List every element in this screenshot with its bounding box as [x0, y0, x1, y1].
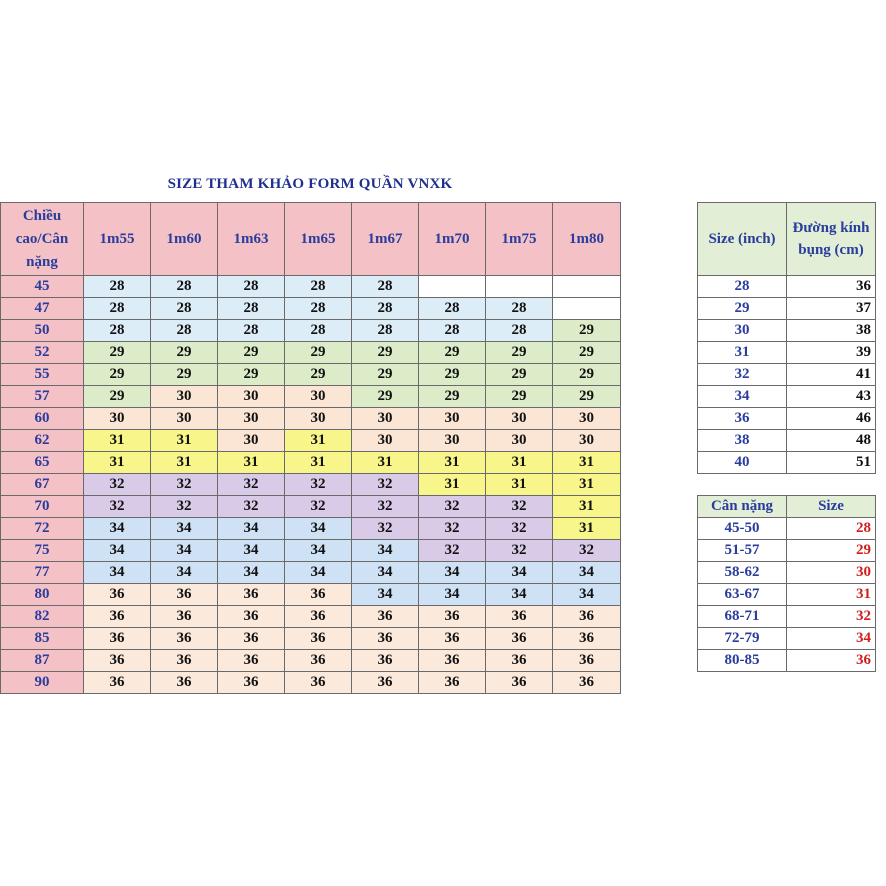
size-cell: 32: [151, 474, 218, 496]
size-cell: 36: [151, 606, 218, 628]
weight-range-cell: 51-57: [698, 540, 787, 562]
weight-range-cell: 63-67: [698, 584, 787, 606]
table-row: [698, 628, 876, 650]
height-header-1m80: 1m80: [553, 203, 621, 276]
size-inch-cell: 30: [698, 320, 787, 342]
size-cell: 31: [553, 496, 621, 518]
size-cell: 28: [84, 298, 151, 320]
weight-label: 80: [1, 584, 84, 606]
size-cell: 28: [486, 298, 553, 320]
table-row: [1, 430, 621, 452]
size-cell: 29: [84, 342, 151, 364]
size-cell: 30: [285, 408, 352, 430]
size-cell: 28: [419, 298, 486, 320]
size-cell: 29: [553, 364, 621, 386]
table-row: [698, 518, 876, 540]
size-cell: 36: [486, 672, 553, 694]
size-cell: 32: [419, 518, 486, 540]
size-cell: 36: [151, 628, 218, 650]
table-row: [698, 276, 876, 298]
weight-range-cell: 68-71: [698, 606, 787, 628]
size-cell: 36: [352, 606, 419, 628]
size-chart-table: [0, 202, 621, 694]
size-cell: 32: [486, 496, 553, 518]
size-cell: 28: [151, 320, 218, 342]
waist-cm-cell: 36: [787, 276, 876, 298]
size-cell: 29: [486, 342, 553, 364]
size-inch-cell: 29: [698, 298, 787, 320]
table-row: [698, 606, 876, 628]
size-cell: 34: [553, 562, 621, 584]
size-cell: 29: [218, 364, 285, 386]
waist-cm-cell: 51: [787, 452, 876, 474]
size-cell: 36: [84, 672, 151, 694]
size-cell: 36: [218, 584, 285, 606]
size-cell: 28: [352, 320, 419, 342]
waist-cm-cell: 41: [787, 364, 876, 386]
size-cell: 31: [285, 452, 352, 474]
size-cell: 36: [553, 672, 621, 694]
size-cell: 32: [419, 496, 486, 518]
height-header-1m70: 1m70: [419, 203, 486, 276]
weight-range-cell: 45-50: [698, 518, 787, 540]
size-cell: 31: [419, 452, 486, 474]
table-row: [698, 430, 876, 452]
size-inch-cell: 34: [698, 386, 787, 408]
size-cell: 28: [218, 298, 285, 320]
size-cell: 36: [352, 628, 419, 650]
size-cell: 29: [352, 364, 419, 386]
size-cell: [553, 276, 621, 298]
weight-label: 60: [1, 408, 84, 430]
size-cell: 30: [151, 386, 218, 408]
size-cell: 36: [553, 628, 621, 650]
size-cell: 29: [553, 386, 621, 408]
size-cell: 31: [553, 518, 621, 540]
size-cell: 29: [486, 364, 553, 386]
size-cell: 36: [218, 606, 285, 628]
size-cell: 30: [218, 430, 285, 452]
size-cell: 30: [419, 408, 486, 430]
size-cell: 34: [218, 518, 285, 540]
table-row: [698, 320, 876, 342]
table-row: [1, 496, 621, 518]
size-cell: 32: [84, 474, 151, 496]
table-row: [698, 386, 876, 408]
table-row: [1, 320, 621, 342]
size-cell: 29: [419, 364, 486, 386]
size-cell: 36: [84, 606, 151, 628]
weight-label: 90: [1, 672, 84, 694]
size-cell: 32: [285, 474, 352, 496]
waist-size-table: [697, 202, 876, 474]
size-cell: 36: [352, 672, 419, 694]
size-cell: 34: [352, 540, 419, 562]
size-cell: 31: [787, 584, 876, 606]
size-inch-cell: 28: [698, 276, 787, 298]
size-cell: 29: [84, 364, 151, 386]
weight-label: 65: [1, 452, 84, 474]
size-cell: 29: [218, 342, 285, 364]
table-row: [1, 628, 621, 650]
size-cell: 34: [419, 584, 486, 606]
size-cell: 36: [419, 628, 486, 650]
size-cell: 34: [285, 540, 352, 562]
size-cell: 36: [84, 628, 151, 650]
waist-cm-header: Đường kính bụng (cm): [787, 203, 876, 276]
table-row: [1, 672, 621, 694]
size-cell: 29: [787, 540, 876, 562]
size-inch-cell: 32: [698, 364, 787, 386]
size-cell: 31: [84, 430, 151, 452]
size-cell: 36: [84, 650, 151, 672]
size-cell: 28: [787, 518, 876, 540]
size-inch-cell: 38: [698, 430, 787, 452]
weight-size-table: [697, 495, 876, 672]
weight-label: 82: [1, 606, 84, 628]
size-cell: 32: [352, 496, 419, 518]
size-cell: 29: [553, 320, 621, 342]
size-cell: 29: [151, 342, 218, 364]
weight-range-cell: 72-79: [698, 628, 787, 650]
size-cell: 28: [151, 276, 218, 298]
waist-cm-cell: 46: [787, 408, 876, 430]
size-cell: 29: [285, 342, 352, 364]
size-cell: 32: [151, 496, 218, 518]
height-header-1m55: 1m55: [84, 203, 151, 276]
size-cell: 30: [486, 430, 553, 452]
size-cell: 34: [787, 628, 876, 650]
size-cell: 28: [285, 276, 352, 298]
table-row: [1, 342, 621, 364]
table-row: [1, 408, 621, 430]
weight-label: 57: [1, 386, 84, 408]
size-cell: 34: [218, 540, 285, 562]
size-cell: 36: [285, 584, 352, 606]
table-row: [1, 364, 621, 386]
size-cell: 30: [787, 562, 876, 584]
size-cell: 32: [486, 540, 553, 562]
size-cell: 28: [151, 298, 218, 320]
size-cell: 32: [553, 540, 621, 562]
size-cell: 31: [553, 474, 621, 496]
table-row: [1, 606, 621, 628]
size-cell: 36: [419, 606, 486, 628]
size-cell: 36: [419, 650, 486, 672]
size-cell: 36: [84, 584, 151, 606]
size-cell: 28: [84, 320, 151, 342]
size-cell: 34: [486, 584, 553, 606]
size-cell: [553, 298, 621, 320]
table-row: [1, 474, 621, 496]
size-cell: 30: [486, 408, 553, 430]
size-cell: 36: [151, 672, 218, 694]
weight-label: 67: [1, 474, 84, 496]
size-cell: 34: [285, 562, 352, 584]
size-cell: 36: [285, 672, 352, 694]
table-row: [1, 562, 621, 584]
size-cell: 36: [218, 628, 285, 650]
table-row: [698, 364, 876, 386]
corner-label: Chiều cao/Cân nặng: [1, 203, 84, 276]
size-cell: 32: [352, 518, 419, 540]
weight-label: 45: [1, 276, 84, 298]
size-cell: 28: [84, 276, 151, 298]
size-cell: 32: [486, 518, 553, 540]
weight-label: 87: [1, 650, 84, 672]
height-header-row: [1, 203, 621, 276]
size-cell: 31: [151, 430, 218, 452]
size-cell: 32: [419, 540, 486, 562]
size-header: Size: [787, 496, 876, 518]
size-cell: 29: [84, 386, 151, 408]
table-row: [1, 386, 621, 408]
size-cell: 28: [285, 298, 352, 320]
weight-label: 72: [1, 518, 84, 540]
weight-label: 47: [1, 298, 84, 320]
size-cell: 28: [285, 320, 352, 342]
weight-label: 62: [1, 430, 84, 452]
size-inch-cell: 40: [698, 452, 787, 474]
size-cell: 28: [218, 276, 285, 298]
size-cell: 32: [218, 496, 285, 518]
size-cell: 36: [218, 672, 285, 694]
weight-label: 55: [1, 364, 84, 386]
size-cell: 36: [285, 606, 352, 628]
size-cell: 31: [151, 452, 218, 474]
size-cell: 32: [218, 474, 285, 496]
size-cell: 36: [787, 650, 876, 672]
waist-cm-cell: 38: [787, 320, 876, 342]
waist-cm-cell: 39: [787, 342, 876, 364]
height-header-1m60: 1m60: [151, 203, 218, 276]
size-cell: 34: [84, 562, 151, 584]
size-cell: 29: [486, 386, 553, 408]
table-row: [1, 584, 621, 606]
table-row: [1, 298, 621, 320]
size-cell: 31: [352, 452, 419, 474]
table-row: [1, 276, 621, 298]
size-cell: 28: [352, 276, 419, 298]
size-inch-cell: 31: [698, 342, 787, 364]
table-row: [1, 650, 621, 672]
size-cell: 31: [84, 452, 151, 474]
size-cell: 30: [553, 430, 621, 452]
size-cell: 31: [486, 474, 553, 496]
size-cell: 29: [352, 386, 419, 408]
size-cell: 34: [84, 540, 151, 562]
waist-cm-cell: 37: [787, 298, 876, 320]
size-cell: [419, 276, 486, 298]
weight-label: 52: [1, 342, 84, 364]
size-cell: 32: [84, 496, 151, 518]
size-cell: 30: [553, 408, 621, 430]
weight-range-cell: 58-62: [698, 562, 787, 584]
waist-cm-cell: 43: [787, 386, 876, 408]
table-row: [698, 540, 876, 562]
table-row: [698, 342, 876, 364]
size-cell: 36: [285, 650, 352, 672]
table-row: [698, 452, 876, 474]
weight-label: 75: [1, 540, 84, 562]
size-cell: 36: [486, 628, 553, 650]
weight-label: 50: [1, 320, 84, 342]
size-cell: [486, 276, 553, 298]
size-cell: 31: [486, 452, 553, 474]
size-cell: 29: [419, 386, 486, 408]
height-header-1m63: 1m63: [218, 203, 285, 276]
waist-header-row: [698, 203, 876, 276]
size-cell: 32: [352, 474, 419, 496]
size-cell: 32: [787, 606, 876, 628]
waist-cm-cell: 48: [787, 430, 876, 452]
size-cell: 34: [352, 562, 419, 584]
size-cell: 36: [553, 650, 621, 672]
size-cell: 31: [285, 430, 352, 452]
weight-header-row: [698, 496, 876, 518]
size-cell: 31: [218, 452, 285, 474]
height-header-1m65: 1m65: [285, 203, 352, 276]
height-header-1m67: 1m67: [352, 203, 419, 276]
size-cell: 30: [352, 408, 419, 430]
weight-label: 77: [1, 562, 84, 584]
size-cell: 29: [352, 342, 419, 364]
size-cell: 30: [218, 386, 285, 408]
size-cell: 29: [151, 364, 218, 386]
size-cell: 28: [486, 320, 553, 342]
size-cell: 36: [486, 606, 553, 628]
size-cell: 30: [84, 408, 151, 430]
size-cell: 34: [352, 584, 419, 606]
size-cell: 34: [553, 584, 621, 606]
size-cell: 36: [553, 606, 621, 628]
size-cell: 34: [151, 540, 218, 562]
height-header-1m75: 1m75: [486, 203, 553, 276]
table-row: [698, 584, 876, 606]
weight-label: 85: [1, 628, 84, 650]
size-cell: 32: [285, 496, 352, 518]
size-cell: 30: [419, 430, 486, 452]
size-cell: 36: [151, 584, 218, 606]
table-row: [1, 452, 621, 474]
size-inch-header: Size (inch): [698, 203, 787, 276]
size-cell: 34: [151, 518, 218, 540]
size-inch-cell: 36: [698, 408, 787, 430]
size-cell: 36: [486, 650, 553, 672]
size-cell: 30: [285, 386, 352, 408]
size-cell: 36: [218, 650, 285, 672]
size-cell: 29: [285, 364, 352, 386]
size-cell: 36: [352, 650, 419, 672]
weight-label: 70: [1, 496, 84, 518]
size-cell: 34: [486, 562, 553, 584]
table-row: [1, 540, 621, 562]
size-cell: 34: [419, 562, 486, 584]
chart-title: SIZE THAM KHẢO FORM QUẦN VNXK: [167, 176, 453, 192]
size-cell: 36: [285, 628, 352, 650]
size-cell: 34: [84, 518, 151, 540]
table-row: [698, 562, 876, 584]
table-row: [1, 518, 621, 540]
size-cell: 28: [218, 320, 285, 342]
size-cell: 34: [151, 562, 218, 584]
table-row: [698, 650, 876, 672]
table-row: [698, 298, 876, 320]
size-cell: 30: [218, 408, 285, 430]
size-cell: 30: [151, 408, 218, 430]
weight-range-cell: 80-85: [698, 650, 787, 672]
weight-header: Cân nặng: [698, 496, 787, 518]
size-cell: 34: [218, 562, 285, 584]
size-cell: 28: [352, 298, 419, 320]
size-cell: 30: [352, 430, 419, 452]
size-cell: 36: [151, 650, 218, 672]
size-cell: 34: [285, 518, 352, 540]
table-row: [698, 408, 876, 430]
size-cell: 29: [419, 342, 486, 364]
size-cell: 31: [553, 452, 621, 474]
size-cell: 31: [419, 474, 486, 496]
size-cell: 29: [553, 342, 621, 364]
size-cell: 36: [419, 672, 486, 694]
size-cell: 28: [419, 320, 486, 342]
